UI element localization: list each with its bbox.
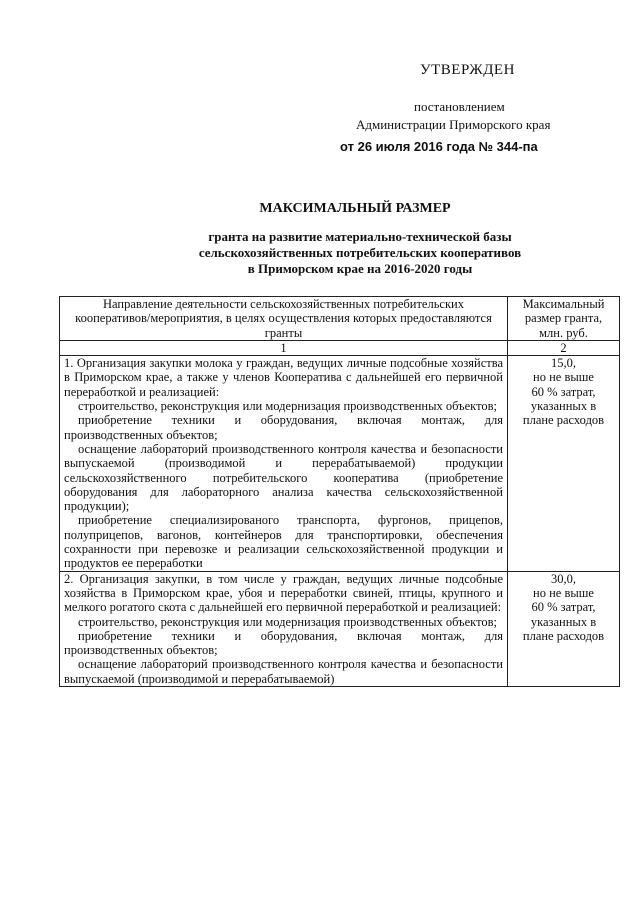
row-paragraph: приобретение специализированого транспорта, фургонов, прицепов, полуприцепов, вагонов, контейнеров для транспортировки, обеспечения сохранности при перевозке и реализации сельскохозяйственной продукции и продуктов ее переработки xyxy=(64,513,503,571)
value-line: 60 % затрат, xyxy=(531,384,596,399)
row-paragraph: оснащение лабораторий производственного контроля качества и безопасности выпускаемой (производимой и перерабатываемой) xyxy=(64,657,503,686)
table-header-row xyxy=(60,297,620,341)
value-line: указанных в xyxy=(530,614,597,629)
row-grant-value xyxy=(508,356,620,571)
subtitle-line: сельскохозяйственных потребительских кооперативов xyxy=(198,245,522,260)
document-title: МАКСИМАЛЬНЫЙ РАЗМЕР xyxy=(259,201,451,216)
row-paragraph: 1. Организация закупки молока у граждан, ведущих личные подсобные хозяйства в Приморском крае, а также у членов Кооператива с дальнейшей его первичной переработкой и реализацией: xyxy=(64,356,503,399)
row-paragraph: строительство, реконструкция или модернизация производственных объектов; xyxy=(78,399,498,414)
approval-line-1: постановлением xyxy=(414,99,505,114)
header-direction: Направление деятельности сельскохозяйственных потребительских кооперативов/мероприятия, в целях осуществления которых предоставляются гранты xyxy=(60,297,508,341)
value-line: плане расходов xyxy=(522,413,605,428)
approval-date-number: от 26 июля 2016 года № 344-па xyxy=(340,139,538,154)
row-description xyxy=(60,571,508,686)
approval-line-2: Администрации Приморского края xyxy=(356,117,551,132)
column-number-row xyxy=(60,340,620,355)
table-row xyxy=(60,356,620,571)
subtitle-line: гранта на развитие материально-технической базы xyxy=(208,229,512,244)
row-description xyxy=(60,356,508,571)
grant-table xyxy=(59,296,620,687)
value-line: 30,0, xyxy=(551,571,576,586)
value-line: 15,0, xyxy=(551,356,576,371)
table-row xyxy=(60,571,620,686)
header-max-grant: Максимальный размер гранта, млн. руб. xyxy=(508,297,620,341)
column-number: 1 xyxy=(60,340,508,355)
row-paragraph: приобретение техники и оборудования, включая монтаж, для производственных объектов; xyxy=(64,413,503,442)
value-line: плане расходов xyxy=(522,628,605,643)
value-line: но не выше xyxy=(533,585,594,600)
value-line: указанных в xyxy=(530,399,597,414)
document-subtitle xyxy=(140,229,580,277)
row-paragraph: строительство, реконструкция или модернизация производственных объектов; xyxy=(78,614,498,629)
value-line: 60 % затрат, xyxy=(531,600,596,615)
subtitle-line: в Приморском крае на 2016-2020 годы xyxy=(247,261,473,276)
row-paragraph: приобретение техники и оборудования, включая монтаж, для производственных объектов; xyxy=(64,628,503,658)
row-paragraph: 2. Организация закупки, в том числе у граждан, ведущих личные подсобные хозяйства в Приморском крае, убоя и переработки свиней, птицы, крупного и мелкого рогатого скота с дальнейшей его первичной переработкой и реализацией: xyxy=(64,571,503,615)
column-number: 2 xyxy=(508,340,620,355)
row-grant-value xyxy=(508,571,620,686)
row-paragraph: оснащение лабораторий производственного контроля качества и безопасности выпускаемой (производимой и перерабатываемой) продукции сельскохозяйственного потребительского кооператива (приобретение оборудования для лабораторного анализа качества сельскохозяйственной продукции); xyxy=(64,441,503,514)
approval-title: УТВЕРЖДЕН xyxy=(420,62,515,78)
value-line: но не выше xyxy=(533,370,594,385)
